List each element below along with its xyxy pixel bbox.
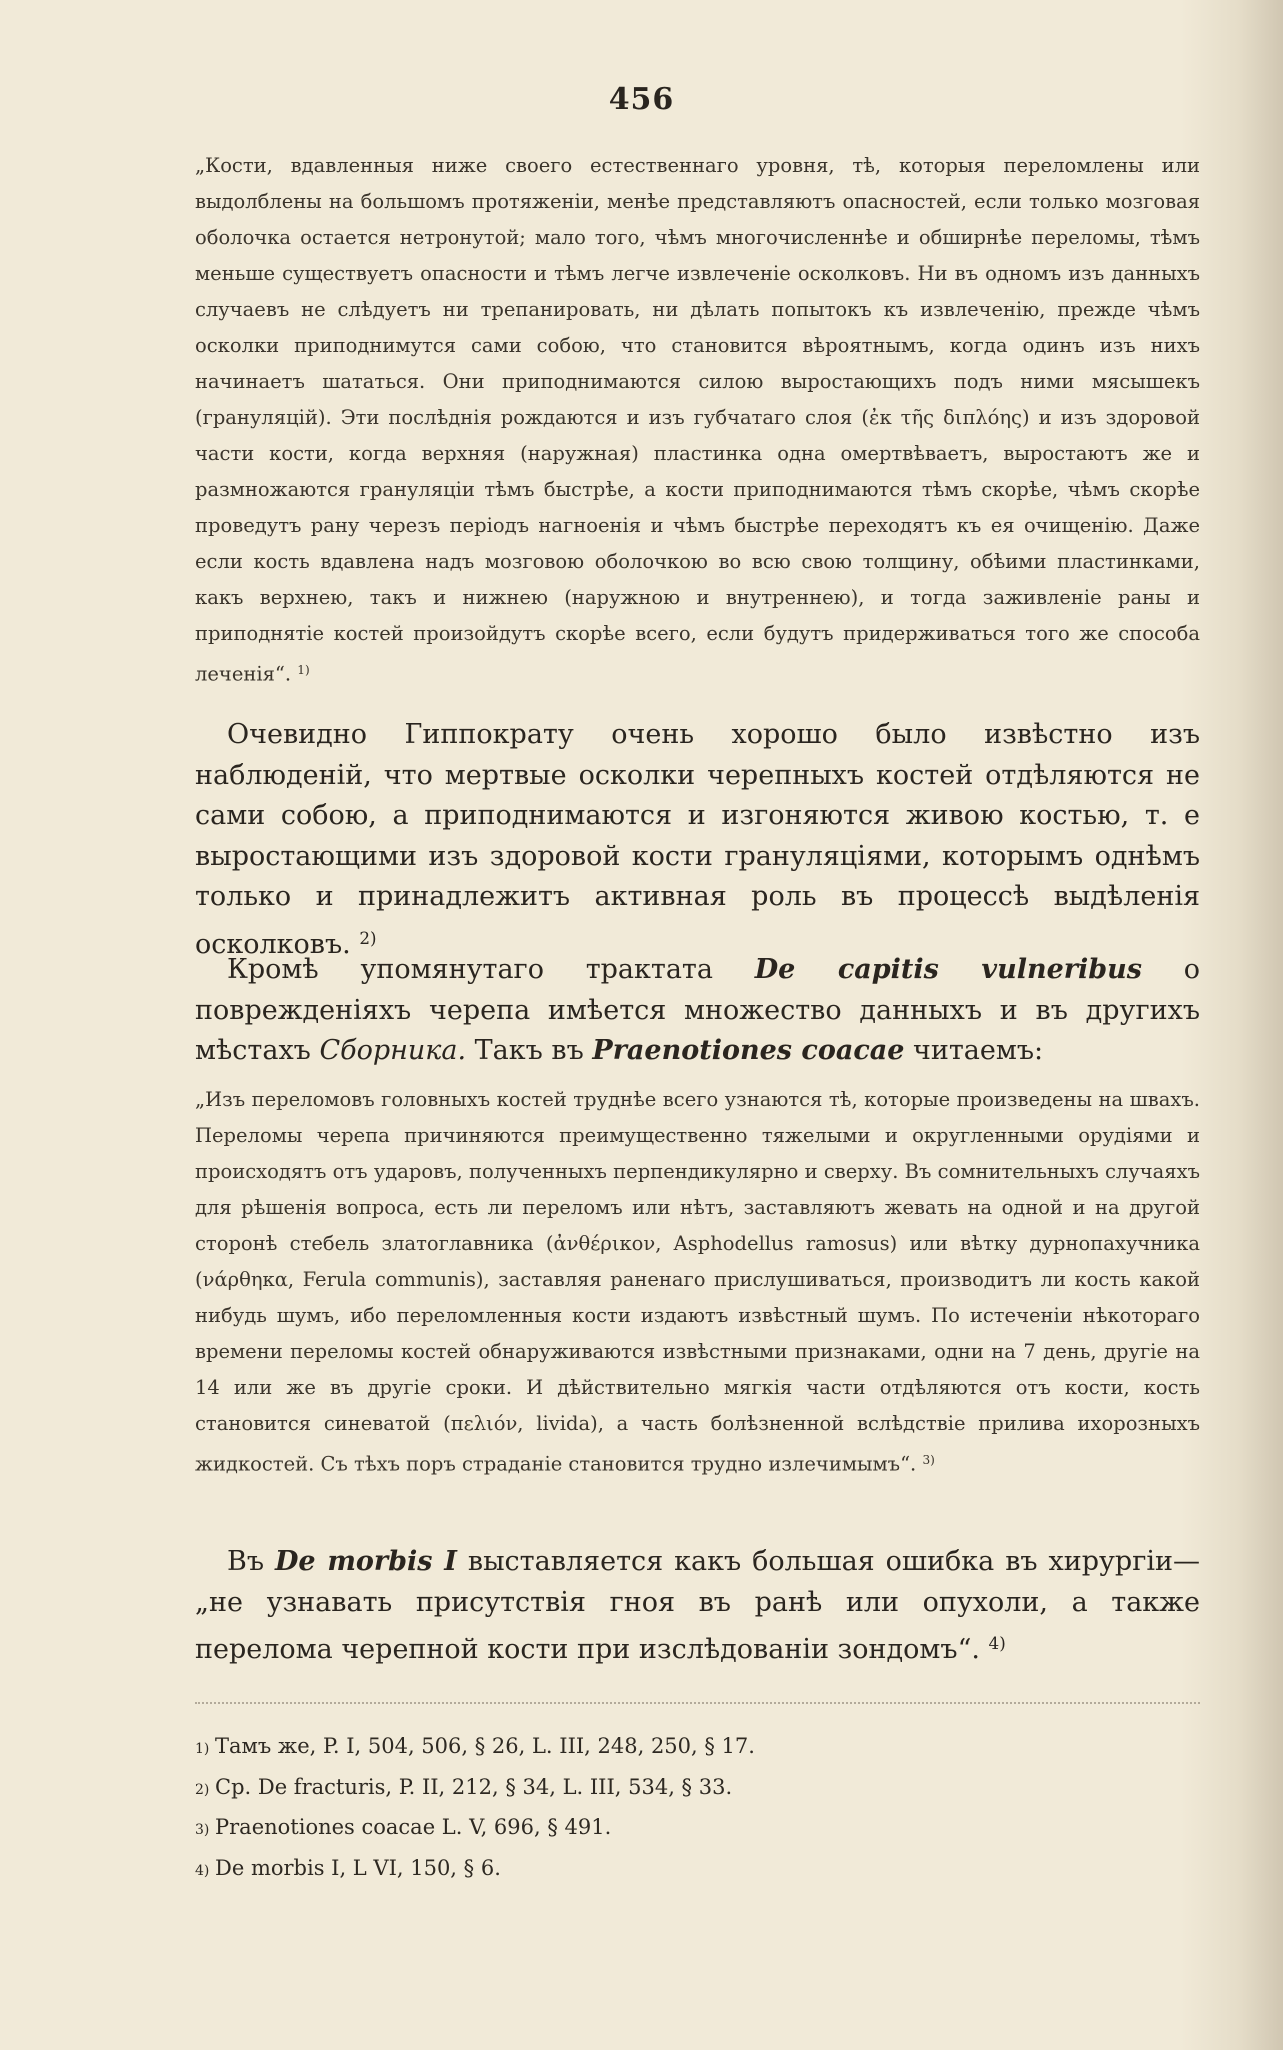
work-title-de-morbis: De morbis I — [274, 1546, 457, 1577]
footnote-4 — [195, 1850, 1095, 1891]
footnote-ref-3: 3) — [922, 1453, 935, 1467]
quote-block-2 — [195, 1082, 1200, 1483]
quote-1-text: „Кости, вдавленныя ниже своего естественнаго уровня, тѣ, которыя переломлены или выдолблены на большомъ протяженіи, менѣе представляютъ опасностей, если только мозговая оболочка остается нетронутой; мало того, чѣмъ многочисленнѣе и обширнѣе переломы, тѣмъ меньше существуетъ опасности и тѣмъ легче извлеченіе осколковъ. Ни въ одномъ изъ данныхъ случаевъ не слѣдуетъ ни трепанировать, ни дѣлать попытокъ къ извлеченію, прежде чѣмъ осколки приподнимутся сами собою, что становится вѣроятнымъ, когда одинъ изъ нихъ начинаетъ шататься. Они приподнимаются силою выростающихъ подъ ними мясышекъ (грануляцій). Эти послѣднія рождаются и изъ губчатаго слоя (ἐκ τῆς διπλόης) и изъ здоровой части кости, когда верхняя (наружная) пластинка одна омертвѣваетъ, выростаютъ же и размножаются грануляціи тѣмъ быстрѣе, а кости приподнимаются тѣмъ скорѣе, чѣмъ скорѣе проведутъ рану черезъ періодъ нагноенія и чѣмъ быстрѣе переходятъ къ ея очищенію. Даже если кость вдавлена надъ мозговою оболочкою во всю свою толщину, обѣими пластинками, какъ верхнею, такъ и нижнею (наружною и внутреннею), и тогда заживленіе раны и приподнятіе костей произойдутъ скорѣе всего, если будутъ придерживаться того же способа леченія“. — [195, 154, 1200, 686]
quote-2-text: „Изъ переломовъ головныхъ костей труднѣе всего узнаются тѣ, которые произведены на швахъ. Переломы черепа причиняются преимущественно тяжелыми и округленными орудіями и происходятъ отъ ударовъ, полученныхъ перпендикулярно и сверху. Въ сомнительныхъ случаяхъ для рѣшенія вопроса, есть ли переломъ или нѣтъ, заставляютъ жевать на одной и на другой сторонѣ стебель златоглавника (ἀνθέρικον, Asphodellus ramosus) или вѣтку дурнопахучника (νάρθηκα, Ferula communis), заставляя раненаго прислушиваться, производитъ ли кость какой нибудь шумъ, ибо переломленныя кости издаютъ извѣстный шумъ. По истеченіи нѣкотораго времени переломы костей обнаруживаются извѣстными признаками, одни на 7 день, другіе на 14 или же въ другіе сроки. И дѣйствительно мягкія части отдѣляются отъ кости, кость становится синеватой (πελιόν, livida), а часть болѣзненной вслѣдствіе прилива ихорозныхъ жидкостей. Съ тѣхъ поръ страданіе становится трудно излечимымъ“. — [195, 1088, 1200, 1476]
footnote-4-mark: 4) — [195, 1862, 210, 1879]
footnote-ref-2: 2) — [359, 927, 377, 948]
footnote-3-text: Praenotiones coacae L. V, 696, § 491. — [215, 1815, 612, 1839]
paragraph-2 — [195, 950, 1200, 1072]
footnote-1-mark: 1) — [195, 1741, 210, 1757]
work-title-sbornik: Сборника. — [319, 1035, 467, 1066]
footnote-2-mark: 2) — [195, 1781, 210, 1798]
footnote-3-mark: 3) — [195, 1822, 210, 1838]
paragraph-3 — [195, 1542, 1200, 1671]
footnote-2 — [195, 1769, 1095, 1810]
paragraph-3-text-a: Въ — [227, 1546, 275, 1577]
footnote-3 — [195, 1809, 1095, 1850]
footnote-1-text: Тамъ же, P. I, 504, 506, § 26, L. III, 248, 250, § 17. — [215, 1734, 755, 1758]
paragraph-2-text-b: о поврежденіяхъ черепа имѣется множество данныхъ и въ другихъ мѣстахъ — [195, 954, 1200, 1066]
quote-block-1 — [195, 148, 1200, 693]
footnotes — [195, 1728, 1095, 1890]
footnote-2-text: Ср. De fracturis, P. II, 212, § 34, L. III, 534, § 33. — [215, 1774, 733, 1799]
footnote-ref-4: 4) — [988, 1633, 1006, 1653]
paragraph-2-text-c: Такъ въ — [466, 1035, 593, 1066]
paragraph-1-text: Очевидно Гиппократу очень хорошо было извѣстно изъ наблюденій, что мертвые осколки черепныхъ костей отдѣляются не сами собою, а приподнимаются и изгоняются живою костью, т. е выростающими изъ здоровой кости грануляціями, которымъ однѣмъ только и принадлежитъ активная роль въ процессѣ выдѣленія осколковъ. — [195, 719, 1200, 960]
footnote-ref-1: 1) — [297, 663, 310, 677]
paragraph-2-text-a: Кромѣ упомянутаго трактата — [227, 954, 755, 985]
paragraph-1 — [195, 715, 1200, 965]
work-title-de-capitis-vulneribus: De capitis vulneribus — [754, 954, 1142, 985]
footnote-4-text: De morbis I, L VI, 150, § 6. — [215, 1855, 501, 1880]
paragraph-2-text-d: читаемъ: — [904, 1035, 1044, 1066]
footnote-separator — [195, 1702, 1200, 1704]
page-number: 456 — [608, 82, 675, 117]
footnote-1 — [195, 1728, 1095, 1769]
work-title-praenotiones-coacae: Praenotiones coacae — [592, 1035, 905, 1066]
paragraph-3-text-b: выставляется какъ большая ошибка въ хирургіи—„не узнавать присутствія гноя въ ранѣ или опухоли, а также перелома черепной кости при изслѣдованіи зондомъ“. — [195, 1546, 1200, 1666]
